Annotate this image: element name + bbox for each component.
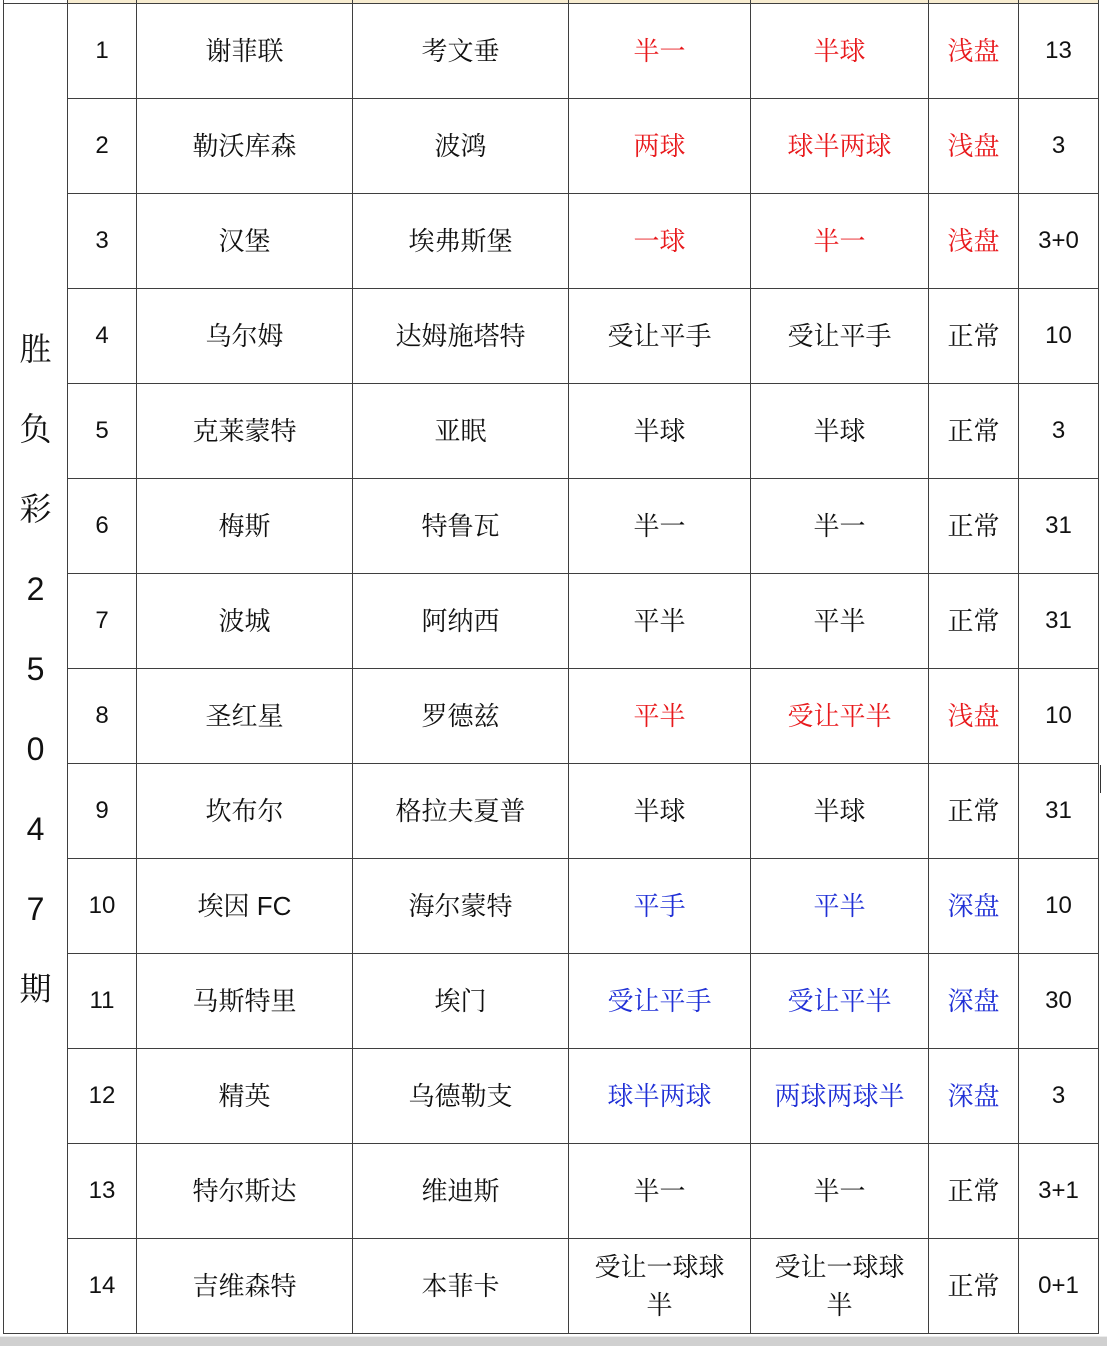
row-number: 6: [68, 479, 137, 574]
handicap-latest-cell: [751, 1144, 929, 1239]
home-team: 吉维森特: [137, 1239, 353, 1334]
table-row: [4, 4, 1099, 99]
handicap-initial-cell: [569, 384, 751, 479]
away-team: 乌德勒支: [353, 1049, 569, 1144]
row-number: 14: [68, 1239, 137, 1334]
home-team: 克莱蒙特: [137, 384, 353, 479]
handicap-latest-cell: [751, 479, 929, 574]
depth-label: 正常: [929, 479, 1019, 574]
pick-value: 31: [1019, 479, 1099, 574]
handicap-latest-cell: [751, 289, 929, 384]
handicap-initial-cell: [569, 669, 751, 764]
handicap-initial: 平半: [633, 606, 686, 636]
handicap-initial-cell: [569, 1144, 751, 1239]
table-row: [4, 384, 1099, 479]
pick-value: 3+1: [1019, 1144, 1099, 1239]
handicap-initial: 受让一球球半: [594, 1252, 725, 1320]
row-number: 2: [68, 99, 137, 194]
handicap-initial-cell: [569, 4, 751, 99]
pick-value: 10: [1019, 669, 1099, 764]
home-team: 特尔斯达: [137, 1144, 353, 1239]
handicap-initial-cell: [569, 1049, 751, 1144]
handicap-latest: 受让一球球半: [774, 1252, 905, 1320]
depth-label: 正常: [929, 1144, 1019, 1239]
depth-label: 浅盘: [929, 669, 1019, 764]
handicap-initial: 半球: [633, 796, 686, 826]
away-team: 罗德兹: [353, 669, 569, 764]
handicap-latest: 平半: [813, 606, 866, 636]
handicap-latest: 受让平半: [787, 701, 892, 731]
handicap-initial-cell: [569, 574, 751, 669]
handicap-latest: 平半: [813, 891, 866, 921]
depth-label: 浅盘: [929, 4, 1019, 99]
handicap-latest: 半球: [813, 416, 866, 446]
table-row: [4, 954, 1099, 1049]
handicap-initial: 受让平手: [607, 986, 712, 1016]
away-team: 埃门: [353, 954, 569, 1049]
table-row: [4, 1049, 1099, 1144]
away-team: 达姆施塔特: [353, 289, 569, 384]
handicap-initial: 半球: [633, 416, 686, 446]
home-team: 汉堡: [137, 194, 353, 289]
row-number: 11: [68, 954, 137, 1049]
row-number: 4: [68, 289, 137, 384]
handicap-latest-cell: [751, 764, 929, 859]
table-row: [4, 1144, 1099, 1239]
row-number: 5: [68, 384, 137, 479]
row-number: 12: [68, 1049, 137, 1144]
pick-value: 3: [1019, 384, 1099, 479]
depth-label: 深盘: [929, 859, 1019, 954]
depth-label: 正常: [929, 289, 1019, 384]
away-team: 亚眠: [353, 384, 569, 479]
handicap-initial-cell: [569, 99, 751, 194]
home-team: 精英: [137, 1049, 353, 1144]
handicap-initial: 平半: [633, 701, 686, 731]
table-row: [4, 194, 1099, 289]
handicap-latest-cell: [751, 384, 929, 479]
handicap-latest-cell: [751, 194, 929, 289]
handicap-initial-cell: [569, 289, 751, 384]
away-team: 波鸿: [353, 99, 569, 194]
text-cursor: [1100, 765, 1101, 793]
handicap-initial-cell: [569, 1239, 751, 1334]
handicap-latest-cell: [751, 99, 929, 194]
pick-value: 31: [1019, 764, 1099, 859]
depth-label: 正常: [929, 574, 1019, 669]
handicap-latest: 受让平半: [787, 986, 892, 1016]
depth-label: 深盘: [929, 1049, 1019, 1144]
row-number: 13: [68, 1144, 137, 1239]
depth-label: 浅盘: [929, 194, 1019, 289]
handicap-initial: 一球: [633, 226, 686, 256]
home-team: 马斯特里: [137, 954, 353, 1049]
table-row: [4, 1239, 1099, 1334]
handicap-initial-cell: [569, 194, 751, 289]
handicap-initial: 半一: [633, 511, 686, 541]
depth-label: 正常: [929, 1239, 1019, 1334]
match-table: [3, 0, 1099, 1334]
handicap-latest: 半球: [813, 796, 866, 826]
handicap-initial: 半一: [633, 1176, 686, 1206]
handicap-initial: 平手: [633, 891, 686, 921]
handicap-latest: 半一: [813, 1176, 866, 1206]
away-team: 特鲁瓦: [353, 479, 569, 574]
handicap-latest-cell: [751, 859, 929, 954]
handicap-latest: 受让平手: [787, 321, 892, 351]
side-label: 胜负彩25047期: [19, 330, 52, 1007]
handicap-latest: 球半两球: [787, 131, 892, 161]
depth-label: 正常: [929, 764, 1019, 859]
handicap-initial-cell: [569, 954, 751, 1049]
pick-value: 3: [1019, 1049, 1099, 1144]
home-team: 圣红星: [137, 669, 353, 764]
table-row: [4, 669, 1099, 764]
handicap-latest-cell: [751, 4, 929, 99]
pick-value: 3+0: [1019, 194, 1099, 289]
table-row: [4, 574, 1099, 669]
away-team: 格拉夫夏普: [353, 764, 569, 859]
handicap-initial: 半一: [633, 36, 686, 66]
away-team: 阿纳西: [353, 574, 569, 669]
handicap-latest-cell: [751, 574, 929, 669]
depth-label: 浅盘: [929, 99, 1019, 194]
depth-label: 正常: [929, 384, 1019, 479]
row-number: 9: [68, 764, 137, 859]
handicap-initial-cell: [569, 479, 751, 574]
home-team: 谢菲联: [137, 4, 353, 99]
pick-value: 30: [1019, 954, 1099, 1049]
pick-value: 31: [1019, 574, 1099, 669]
row-number: 7: [68, 574, 137, 669]
home-team: 坎布尔: [137, 764, 353, 859]
handicap-initial: 球半两球: [607, 1081, 712, 1111]
handicap-latest: 两球两球半: [774, 1081, 905, 1111]
pick-value: 10: [1019, 289, 1099, 384]
row-number: 3: [68, 194, 137, 289]
row-number: 10: [68, 859, 137, 954]
side-label-cell: [4, 4, 68, 1334]
pick-value: 3: [1019, 99, 1099, 194]
home-team: 梅斯: [137, 479, 353, 574]
handicap-latest-cell: [751, 1239, 929, 1334]
handicap-latest-cell: [751, 669, 929, 764]
handicap-latest-cell: [751, 1049, 929, 1144]
depth-label: 深盘: [929, 954, 1019, 1049]
table-row: [4, 99, 1099, 194]
handicap-latest: 半一: [813, 511, 866, 541]
home-team: 波城: [137, 574, 353, 669]
home-team: 勒沃库森: [137, 99, 353, 194]
handicap-latest-cell: [751, 954, 929, 1049]
away-team: 维迪斯: [353, 1144, 569, 1239]
pick-value: 0+1: [1019, 1239, 1099, 1334]
handicap-latest: 半一: [813, 226, 866, 256]
row-number: 1: [68, 4, 137, 99]
handicap-initial: 受让平手: [607, 321, 712, 351]
table-row: [4, 764, 1099, 859]
table-row: [4, 479, 1099, 574]
table-row: [4, 289, 1099, 384]
table-row: [4, 859, 1099, 954]
handicap-initial-cell: [569, 764, 751, 859]
pick-value: 13: [1019, 4, 1099, 99]
home-team: 乌尔姆: [137, 289, 353, 384]
handicap-initial-cell: [569, 859, 751, 954]
pick-value: 10: [1019, 859, 1099, 954]
away-team: 海尔蒙特: [353, 859, 569, 954]
home-team: 埃因 FC: [137, 859, 353, 954]
handicap-initial: 两球: [633, 131, 686, 161]
away-team: 本菲卡: [353, 1239, 569, 1334]
away-team: 埃弗斯堡: [353, 194, 569, 289]
row-number: 8: [68, 669, 137, 764]
handicap-latest: 半球: [813, 36, 866, 66]
away-team: 考文垂: [353, 4, 569, 99]
